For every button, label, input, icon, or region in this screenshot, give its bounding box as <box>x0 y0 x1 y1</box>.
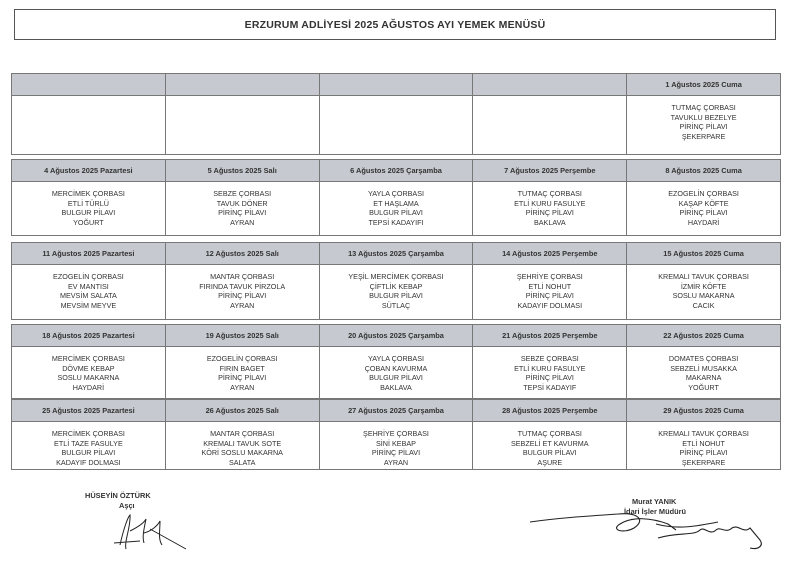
dish-item: SOSLU MAKARNA <box>672 291 735 301</box>
dish-item: ŞEKERPARE <box>681 457 726 467</box>
dish-list <box>166 422 319 469</box>
dish-list <box>320 182 473 235</box>
day-date: 20 Ağustos 2025 Çarşamba <box>320 325 473 347</box>
dish-item: ETLİ NOHUT <box>682 438 725 448</box>
dish-list <box>166 182 319 235</box>
dish-item: EZOGELİN ÇORBASI <box>53 272 124 281</box>
week-row <box>11 399 781 470</box>
dish-item: TEPSİ KADAYIF <box>523 382 577 392</box>
dish-item: TAVUK DÖNER <box>216 198 268 208</box>
dish-item: EZOGELİN ÇORBASI <box>206 354 278 363</box>
dish-item: SALATA <box>228 457 256 467</box>
dish-item: TUTMAÇ ÇORBASI <box>517 189 582 198</box>
day-cell <box>473 160 627 235</box>
dish-item: PİRİNÇ PİLAVI <box>371 448 421 458</box>
dish-list <box>627 265 780 319</box>
day-date: 6 Ağustos 2025 Çarşamba <box>320 160 473 182</box>
dish-item: TUTMAÇ ÇORBASI <box>671 103 736 112</box>
day-cell <box>473 400 627 469</box>
day-date: 19 Ağustos 2025 Salı <box>166 325 319 347</box>
dish-item: KREMALI TAVUK ÇORBASI <box>658 272 749 281</box>
cook-role: Aşçı <box>119 501 135 510</box>
day-cell <box>166 325 320 398</box>
dish-item: DÖVME KEBAP <box>62 363 115 373</box>
dish-item: EV MANTISI <box>68 281 109 291</box>
dish-list <box>627 182 780 235</box>
dish-item: ŞEKERPARE <box>681 131 726 141</box>
day-cell <box>320 160 474 235</box>
dish-item: YAYLA ÇORBASI <box>367 354 425 363</box>
day-cell <box>627 160 780 235</box>
dish-item: MERCİMEK ÇORBASI <box>51 354 125 363</box>
dish-list <box>166 265 319 319</box>
day-cell <box>627 243 780 319</box>
day-date: 12 Ağustos 2025 Salı <box>166 243 319 265</box>
day-date <box>473 74 626 96</box>
dish-item: BULGUR PİLAVI <box>61 448 116 458</box>
day-cell <box>627 325 780 398</box>
dish-item: FIRINDA TAVUK PİRZOLA <box>199 281 286 291</box>
day-date: 1 Ağustos 2025 Cuma <box>627 74 780 96</box>
day-cell <box>166 400 320 469</box>
dish-item: AYRAN <box>383 457 409 467</box>
day-date: 4 Ağustos 2025 Pazartesi <box>12 160 165 182</box>
dish-item: YOĞURT <box>73 217 104 227</box>
dish-item: PİRİNÇ PİLAVI <box>679 448 728 458</box>
day-cell <box>473 74 627 154</box>
day-cell <box>12 325 166 398</box>
dish-item: PİRİNÇ PİLAVI <box>525 373 574 383</box>
dish-item: İZMİR KÖFTE <box>680 281 727 291</box>
dish-item: ŞEHRİYE ÇORBASI <box>363 429 429 438</box>
day-cell <box>473 243 627 319</box>
day-date: 28 Ağustos 2025 Perşembe <box>473 400 626 422</box>
dish-item: ŞEHRİYE ÇORBASI <box>516 272 583 281</box>
dish-item: SİNİ KEBAP <box>376 438 416 448</box>
dish-item: BULGUR PİLAVI <box>369 208 423 218</box>
day-date: 27 Ağustos 2025 Çarşamba <box>320 400 473 422</box>
dish-list <box>473 96 626 154</box>
dish-item: PİRİNÇ PİLAVI <box>679 122 728 132</box>
dish-item: KÖRİ SOSLU MAKARNA <box>201 448 283 458</box>
day-date: 21 Ağustos 2025 Perşembe <box>473 325 626 347</box>
dish-item: BULGUR PİLAVI <box>369 373 423 383</box>
cook-name: HÜSEYİN ÖZTÜRK <box>85 491 151 500</box>
dish-item: PİRİNÇ PİLAVI <box>525 208 574 218</box>
dish-item: PİRİNÇ PİLAVI <box>218 291 267 301</box>
manager-signature-icon <box>528 500 778 560</box>
week-row <box>11 159 781 236</box>
dish-item: SEBZE ÇORBASI <box>213 189 272 198</box>
dish-item: YOĞURT <box>688 382 719 392</box>
dish-item: ET HAŞLAMA <box>373 198 419 208</box>
dish-item: SEBZE ÇORBASI <box>520 354 579 363</box>
dish-item: SEBZELİ MUSAKKA <box>670 363 737 373</box>
day-cell <box>320 243 474 319</box>
dish-item: ÇOBAN KAVURMA <box>364 363 428 373</box>
day-date: 14 Ağustos 2025 Perşembe <box>473 243 626 265</box>
dish-item: PİRİNÇ PİLAVI <box>525 291 574 301</box>
manager-name: Murat YANIK <box>632 497 677 506</box>
day-date: 8 Ağustos 2025 Cuma <box>627 160 780 182</box>
dish-item: MANTAR ÇORBASI <box>210 272 275 281</box>
dish-list <box>320 347 473 398</box>
dish-list <box>627 422 780 469</box>
day-date: 7 Ağustos 2025 Perşembe <box>473 160 626 182</box>
dish-item: HAYDARİ <box>687 217 720 227</box>
dish-item: KADAYIF DOLMASI <box>56 457 121 467</box>
dish-item: YEŞİL MERCİMEK ÇORBASI <box>348 272 444 281</box>
day-date: 22 Ağustos 2025 Cuma <box>627 325 780 347</box>
day-cell <box>166 243 320 319</box>
dish-item: BAKLAVA <box>380 382 412 392</box>
day-date <box>320 74 473 96</box>
day-cell <box>627 400 780 469</box>
dish-list <box>12 422 165 469</box>
dish-item: MERCİMEK ÇORBASI <box>51 189 125 198</box>
dish-item: ETLİ KURU FASULYE <box>514 363 586 373</box>
week-row <box>11 324 781 399</box>
dish-item: BULGUR PİLAVI <box>522 448 577 458</box>
dish-list <box>473 182 626 235</box>
dish-item: BAKLAVA <box>533 217 566 227</box>
dish-item: PİRİNÇ PİLAVI <box>218 373 267 383</box>
dish-item: ETLİ TÜRLÜ <box>67 198 109 208</box>
dish-item: PİRİNÇ PİLAVI <box>679 208 728 218</box>
page-title: ERZURUM ADLİYESİ 2025 AĞUSTOS AYI YEMEK MENÜSÜ <box>14 9 776 40</box>
day-cell <box>320 325 474 398</box>
day-date: 11 Ağustos 2025 Pazartesi <box>12 243 165 265</box>
dish-list <box>320 422 473 469</box>
dish-item: MEVSİM SALATA <box>59 291 117 301</box>
dish-item: TUTMAÇ ÇORBASI <box>517 429 582 438</box>
day-date <box>166 74 319 96</box>
day-cell <box>12 400 166 469</box>
day-date: 15 Ağustos 2025 Cuma <box>627 243 780 265</box>
dish-item: KREMALI TAVUK SOTE <box>203 438 282 448</box>
day-cell <box>166 160 320 235</box>
day-cell <box>627 74 780 154</box>
dish-list <box>12 182 165 235</box>
day-cell <box>473 325 627 398</box>
dish-item: CACIK <box>692 300 715 310</box>
dish-item: SOSLU MAKARNA <box>57 373 120 383</box>
dish-list <box>320 265 473 319</box>
dish-item: SÜTLAÇ <box>381 300 411 310</box>
dish-list <box>473 347 626 398</box>
dish-item: BULGUR PİLAVI <box>61 208 116 218</box>
dish-item: ETLİ TAZE FASULYE <box>54 438 123 448</box>
dish-list <box>12 347 165 398</box>
day-date <box>12 74 165 96</box>
day-cell <box>12 74 166 154</box>
day-date: 29 Ağustos 2025 Cuma <box>627 400 780 422</box>
dish-list <box>627 347 780 398</box>
dish-list <box>12 265 165 319</box>
day-cell <box>320 74 474 154</box>
dish-item: TEPSİ KADAYIFI <box>368 217 424 227</box>
dish-list <box>166 347 319 398</box>
dish-item: KREMALI TAVUK ÇORBASI <box>658 429 749 438</box>
dish-item: KADAYIF DOLMASI <box>517 300 583 310</box>
dish-item: HAYDARİ <box>72 382 105 392</box>
dish-item: AYRAN <box>230 300 255 310</box>
dish-item: AŞURE <box>537 457 563 467</box>
week-row <box>11 242 781 320</box>
dish-item: YAYLA ÇORBASI <box>367 189 425 198</box>
day-date: 18 Ağustos 2025 Pazartesi <box>12 325 165 347</box>
day-date: 5 Ağustos 2025 Salı <box>166 160 319 182</box>
dish-item: FIRIN BAGET <box>219 363 265 373</box>
manager-role: İdari İşler Müdürü <box>624 507 687 516</box>
dish-item: EZOGELİN ÇORBASI <box>668 189 739 198</box>
day-cell <box>12 160 166 235</box>
dish-list <box>627 96 780 154</box>
week-row <box>11 73 781 155</box>
dish-list <box>12 96 165 154</box>
dish-item: ÇİFTLİK KEBAP <box>369 281 423 291</box>
dish-item: MERCİMEK ÇORBASI <box>51 429 125 438</box>
day-cell <box>320 400 474 469</box>
dish-item: MANTAR ÇORBASI <box>210 429 275 438</box>
dish-item: ETLİ NOHUT <box>528 281 572 291</box>
dish-list <box>473 265 626 319</box>
dish-item: TAVUKLU BEZELYE <box>670 112 737 122</box>
cook-signature-icon <box>100 505 190 555</box>
dish-item: MAKARNA <box>685 373 722 383</box>
day-cell <box>166 74 320 154</box>
dish-item: SEBZELİ ET KAVURMA <box>510 438 589 448</box>
day-date: 25 Ağustos 2025 Pazartesi <box>12 400 165 422</box>
dish-item: BULGUR PİLAVI <box>369 291 423 301</box>
dish-item: AYRAN <box>230 382 255 392</box>
dish-list <box>473 422 626 469</box>
dish-item: DOMATES ÇORBASI <box>668 354 739 363</box>
dish-item: MEVSİM MEYVE <box>60 300 117 310</box>
dish-item: ETLİ KURU FASULYE <box>514 198 586 208</box>
dish-list <box>166 96 319 154</box>
dish-item: KAŞAP KÖFTE <box>678 198 729 208</box>
day-cell <box>12 243 166 319</box>
dish-item: AYRAN <box>230 217 255 227</box>
day-date: 13 Ağustos 2025 Çarşamba <box>320 243 473 265</box>
day-date: 26 Ağustos 2025 Salı <box>166 400 319 422</box>
dish-item: PİRİNÇ PİLAVI <box>218 208 267 218</box>
dish-list <box>320 96 473 154</box>
